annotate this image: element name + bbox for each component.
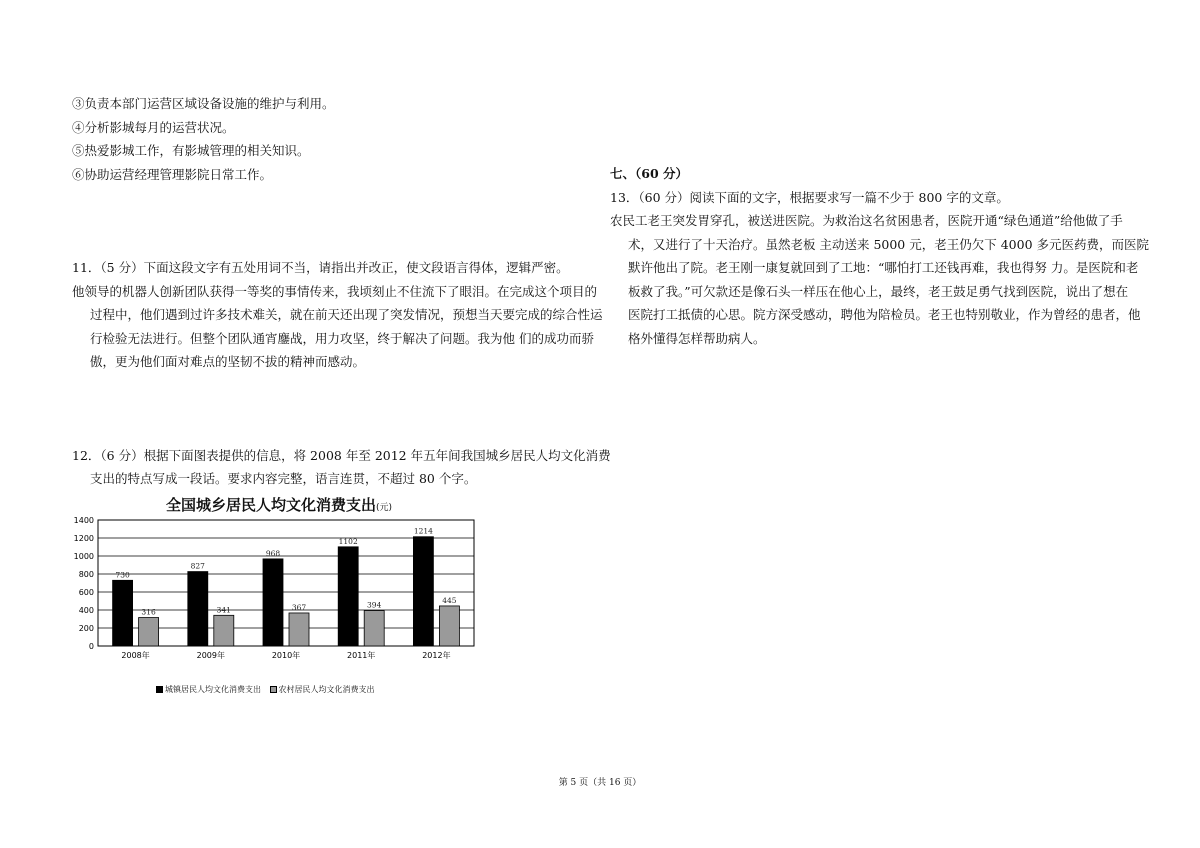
question-13-body-line: 默许他出了院。老王刚一康复就回到了工地：“哪怕打工还钱再难，我也得努 力。是医院和老 xyxy=(628,260,1139,275)
list-item: ④分析影城每月的运营状况。 xyxy=(72,119,235,135)
x-tick-label: 2009年 xyxy=(196,651,225,660)
question-11 xyxy=(72,256,603,374)
question-11-body-line: 行检验无法进行。但整个团队通宵鏖战，用力攻坚，终于解决了问题。我为他 们的成功而骄 xyxy=(90,330,594,346)
chart-title-unit: (元) xyxy=(375,503,393,513)
question-13-body-line: 农民工老王突发胃穿孔，被送进医院。为救治这名贫困患者，医院开通“绿色通道”给他做了手 xyxy=(610,213,1123,228)
y-tick-label: 0 xyxy=(88,642,94,651)
right-column xyxy=(610,162,1149,350)
data-label: 445 xyxy=(442,595,457,605)
bar-rural xyxy=(139,618,159,646)
bar-rural xyxy=(439,606,459,646)
question-11-body-line: 过程中，他们遇到过许多技术难关，就在前天还出现了突发情况，预想当天要完成的综合性运 xyxy=(90,307,603,322)
job-requirements-list xyxy=(72,92,594,186)
x-tick-label: 2010年 xyxy=(271,651,301,660)
x-tick-label: 2012年 xyxy=(422,651,451,660)
question-13-prompt: 13．（60 分）阅读下面的文字，根据要求写一篇不少于 800 字的文章。 xyxy=(610,189,1009,205)
culture-spending-chart xyxy=(64,492,494,702)
data-label: 1214 xyxy=(413,526,433,536)
page-footer xyxy=(0,775,1200,788)
bar-urban xyxy=(113,580,133,646)
bar-urban xyxy=(263,559,283,646)
page-number: 第 5 页（共 16 页） xyxy=(558,778,642,788)
bar-urban xyxy=(413,537,433,646)
legend-item-rural xyxy=(270,685,375,694)
question-11-body-line: 傲，更为他们面对难点的坚韧不拔的精神而感动。 xyxy=(90,354,366,369)
bar-rural xyxy=(289,613,309,646)
y-tick-label: 1200 xyxy=(73,534,94,543)
data-label: 1102 xyxy=(338,536,358,546)
y-tick-label: 600 xyxy=(78,588,94,597)
question-13-body-line: 术，又进行了十天治疗。虽然老板 主动送来 5000 元，老王仍欠下 4000 多元医药费，而医院 xyxy=(628,236,1149,252)
bar-urban xyxy=(188,572,208,646)
chart-title-text: 全国城乡居民人均文化消费支出 xyxy=(165,496,376,514)
question-13-body-line: 板救了我。”可欠款还是像石头一样压在他心上，最终，老王鼓足勇气找到医院，说出了想在 xyxy=(628,283,1129,299)
x-tick-label: 2008年 xyxy=(121,651,150,660)
y-tick-label: 400 xyxy=(78,606,94,615)
chart-title xyxy=(64,494,494,515)
legend-item-urban xyxy=(156,685,261,694)
data-label: 968 xyxy=(265,548,281,558)
question-13-body-line: 医院打工抵债的心思。院方深受感动，聘他为陪检员。老王也特别敬业，作为曾经的患者，他 xyxy=(628,307,1141,322)
list-item: ③负责本部门运营区域设备设施的维护与利用。 xyxy=(72,96,335,111)
data-label: 367 xyxy=(291,602,307,612)
section-heading: 七、（60 分） xyxy=(610,166,688,181)
chart-legend xyxy=(156,684,381,695)
question-12 xyxy=(72,444,611,491)
left-column xyxy=(72,92,611,491)
x-tick-label: 2011年 xyxy=(347,651,376,660)
question-11-prompt: 11．（5 分）下面这段文字有五处用词不当，请指出并改正，使文段语言得体，逻辑严密。 xyxy=(72,260,569,275)
data-label: 341 xyxy=(216,605,231,615)
legend-label-urban: 城镇居民人均文化消费支出 xyxy=(165,685,261,694)
bar-rural xyxy=(214,615,234,646)
y-tick-label: 200 xyxy=(78,624,94,633)
data-label: 730 xyxy=(115,570,130,580)
question-12-prompt-line: 支出的特点写成一段话。要求内容完整，语言连贯，不超过 80 个字。 xyxy=(90,471,477,486)
list-item: ⑤热爱影城工作，有影城管理的相关知识。 xyxy=(72,143,310,158)
data-label: 827 xyxy=(190,561,205,571)
data-label: 316 xyxy=(141,607,156,617)
bar-urban xyxy=(338,547,358,646)
data-label: 394 xyxy=(367,600,382,610)
y-tick-label: 1000 xyxy=(73,552,94,561)
question-11-body-line: 他领导的机器人创新团队获得一等奖的事情传来，我顷刻止不住流下了眼泪。在完成这个项目的 xyxy=(72,283,598,299)
question-13 xyxy=(610,186,1149,351)
y-tick-label: 1400 xyxy=(73,516,94,525)
legend-label-rural: 农村居民人均文化消费支出 xyxy=(278,685,375,694)
y-tick-label: 800 xyxy=(78,570,94,579)
question-12-prompt-line: 12．（6 分）根据下面图表提供的信息，将 2008 年至 2012 年五年间我国城乡居民人均文化消费 xyxy=(72,447,611,463)
legend-swatch-urban xyxy=(156,686,163,693)
bar-rural xyxy=(364,611,384,646)
chart-plot xyxy=(64,516,494,661)
legend-swatch-rural xyxy=(270,686,277,693)
list-item: ⑥协助运营经理管理影院日常工作。 xyxy=(72,166,273,182)
question-13-body-line: 格外懂得怎样帮助病人。 xyxy=(628,330,766,346)
